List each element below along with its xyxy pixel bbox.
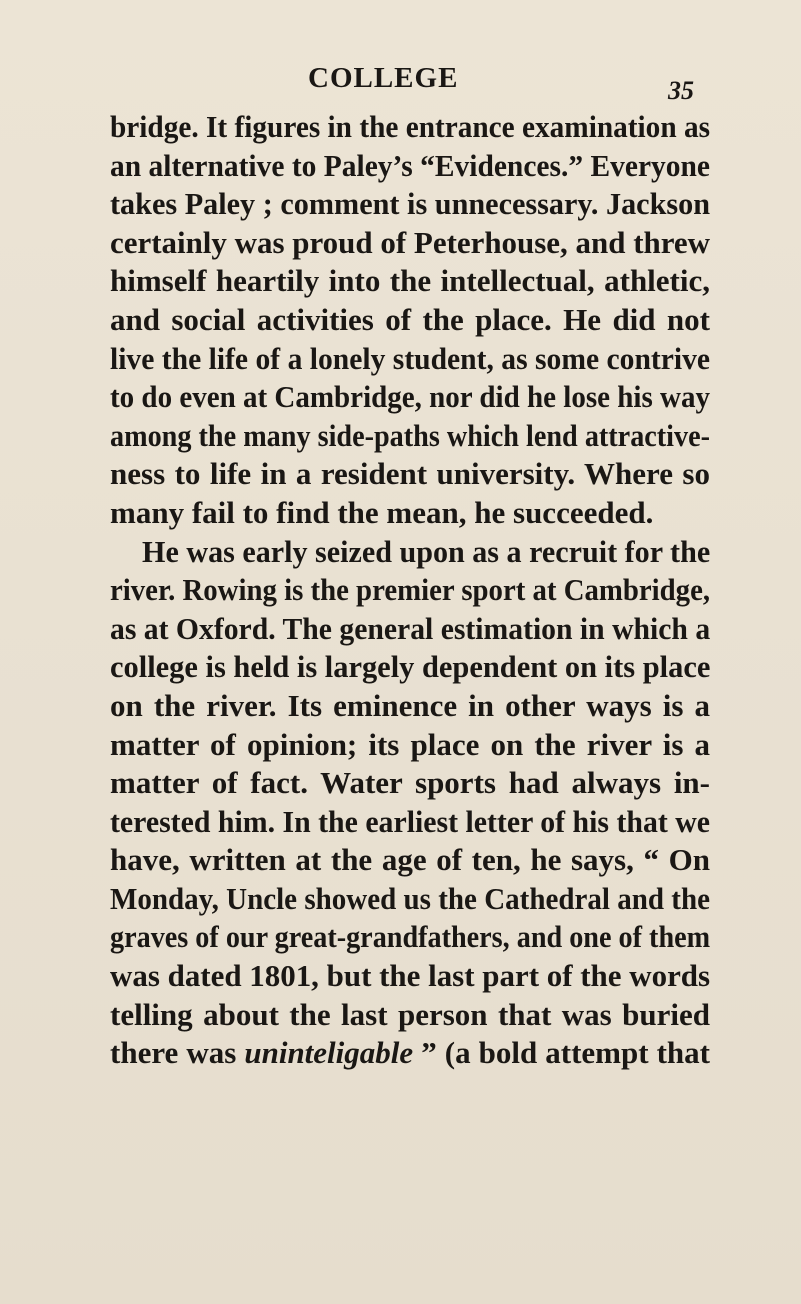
text-line: bridge. It figures in the entrance examination as bbox=[110, 109, 710, 144]
text-line: river. Rowing is the premier sport at Cambridge, bbox=[110, 572, 711, 608]
running-head bbox=[0, 62, 801, 105]
page-number: 35 bbox=[668, 76, 694, 105]
paragraph-start-line: He was early seized upon as a recruit for the bbox=[142, 533, 711, 569]
text-line: terested him. In the earliest letter of his that we bbox=[110, 803, 710, 839]
paragraph-end-line: many fail to find the mean, he succeeded. bbox=[110, 494, 654, 530]
last-line-before: there was bbox=[110, 1035, 245, 1071]
text-line: to do even at Cambridge, nor did he lose his way bbox=[110, 379, 710, 415]
text-line: graves of our great-grandfathers, and one of them bbox=[110, 919, 711, 955]
text-line: have, written at the age of ten, he says, “ On bbox=[110, 842, 710, 878]
text-line: live the life of a lonely student, as some contrive bbox=[110, 340, 710, 376]
text-line: ness to life in a resident university. Where so bbox=[110, 456, 710, 492]
text-line: himself heartily into the intellectual, athletic, bbox=[110, 263, 710, 299]
text-line: among the many side-paths which lend attractive- bbox=[110, 417, 710, 453]
text-line: telling about the last person that was buried bbox=[110, 996, 710, 1032]
body-text bbox=[110, 108, 710, 1073]
text-line: on the river. Its eminence in other ways is a bbox=[110, 687, 710, 723]
text-line: Monday, Uncle showed us the Cathedral and the bbox=[110, 880, 710, 916]
running-title: COLLEGE bbox=[308, 62, 459, 94]
text-line-last bbox=[110, 1034, 710, 1073]
text-line: takes Paley ; comment is unnecessary. Jackson bbox=[110, 186, 710, 222]
text-line: college is held is largely dependent on its place bbox=[110, 649, 711, 685]
italic-word: uninteligable bbox=[244, 1035, 414, 1071]
text-line: matter of fact. Water sports had always in- bbox=[110, 765, 710, 801]
text-line: an alternative to Paley’s “Evidences.” Everyone bbox=[110, 147, 710, 183]
text-line: certainly was proud of Peterhouse, and threw bbox=[110, 224, 710, 260]
last-line-after: ” (a bold attempt that bbox=[413, 1035, 710, 1071]
text-line: was dated 1801, but the last part of the words bbox=[110, 958, 711, 994]
text-line: as at Oxford. The general estimation in which a bbox=[110, 610, 711, 646]
text-line: and social activities of the place. He did not bbox=[110, 301, 710, 337]
text-line: matter of opinion; its place on the river is a bbox=[110, 726, 710, 762]
